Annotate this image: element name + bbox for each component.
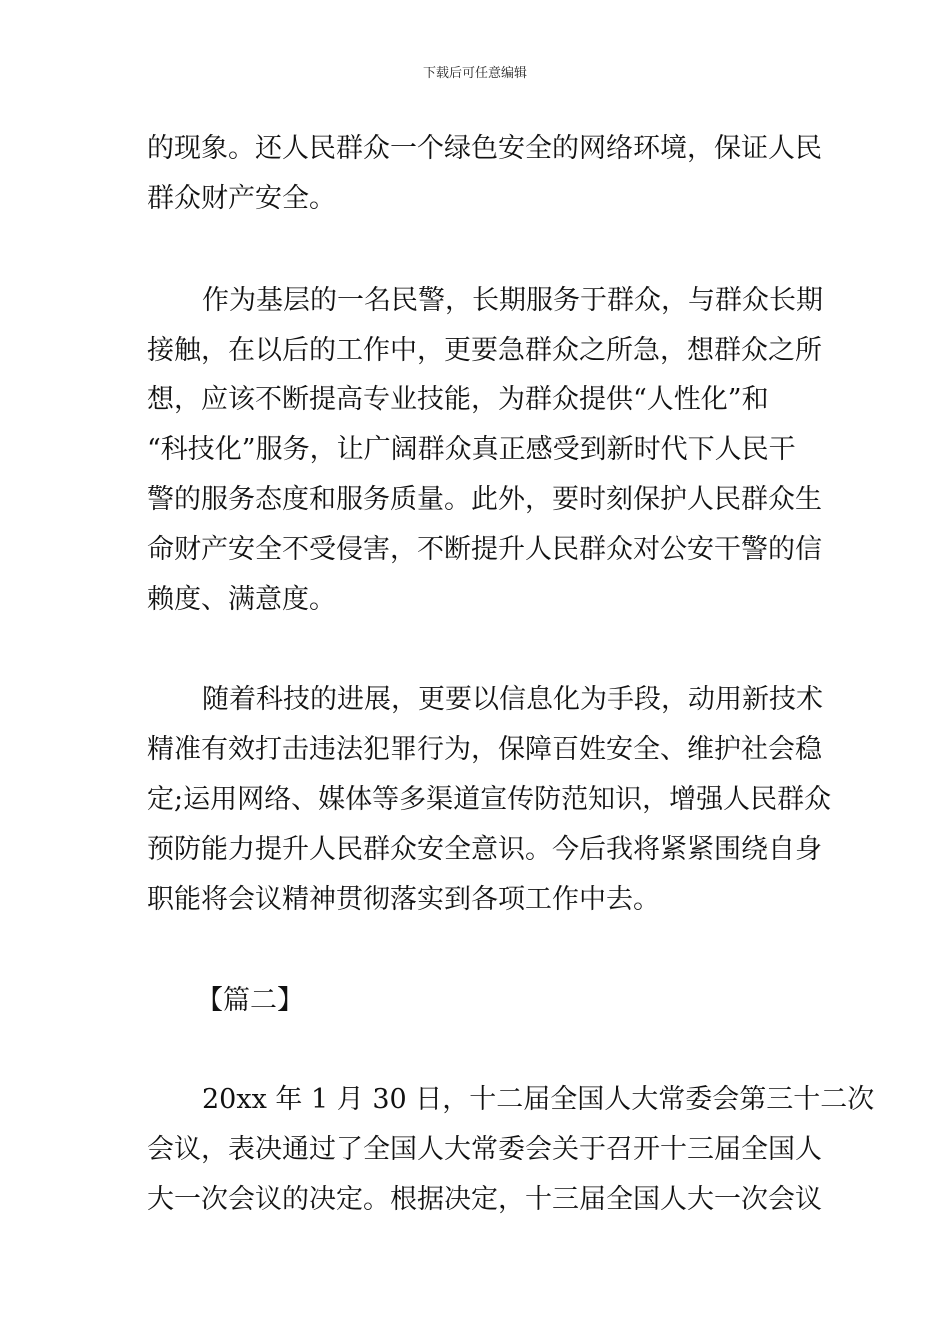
- paragraph-1-line-1: 的现象。还人民群众一个绿色安全的网络环境，保证人民: [147, 133, 822, 164]
- paragraph-3-line-4: 预防能力提升人民群众安全意识。今后我将紧紧围绕自身: [147, 834, 822, 865]
- paragraph-2-line-7: 赖度、满意度。: [147, 584, 336, 615]
- section-heading: 【篇二】: [196, 985, 304, 1016]
- paragraph-2-line-6: 命财产安全不受侵害，不断提升人民群众对公安干警的信: [147, 534, 822, 565]
- paragraph-2-line-4: “科技化”服务，让广阔群众真正感受到新时代下人民干: [147, 434, 796, 465]
- paragraph-2-line-2: 接触，在以后的工作中，更要急群众之所急，想群众之所: [147, 335, 822, 366]
- paragraph-1-line-2: 群众财产安全。: [147, 183, 336, 214]
- paragraph-4-line-1: 20xx 年 1 月 30 日，十二届全国人大常委会第三十二次: [202, 1084, 875, 1115]
- paragraph-3-line-3: 定;运用网络、媒体等多渠道宣传防范知识，增强人民群众: [147, 784, 832, 815]
- paragraph-3-line-5: 职能将会议精神贯彻落实到各项工作中去。: [147, 884, 660, 915]
- paragraph-4-line-3: 大一次会议的决定。根据决定，十三届全国人大一次会议: [147, 1184, 822, 1215]
- paragraph-2-line-3: 想，应该不断提高专业技能，为群众提供“人性化”和: [147, 384, 769, 415]
- paragraph-3-line-1: 随着科技的进展，更要以信息化为手段，动用新技术: [202, 684, 823, 715]
- paragraph-3-line-2: 精准有效打击违法犯罪行为，保障百姓安全、维护社会稳: [147, 734, 822, 765]
- page-header-note: 下载后可任意编辑: [422, 66, 527, 81]
- paragraph-4-line-2: 会议，表决通过了全国人大常委会关于召开十三届全国人: [147, 1134, 822, 1165]
- paragraph-2-line-5: 警的服务态度和服务质量。此外，要时刻保护人民群众生: [147, 484, 822, 515]
- paragraph-2-line-1: 作为基层的一名民警，长期服务于群众，与群众长期: [202, 285, 823, 316]
